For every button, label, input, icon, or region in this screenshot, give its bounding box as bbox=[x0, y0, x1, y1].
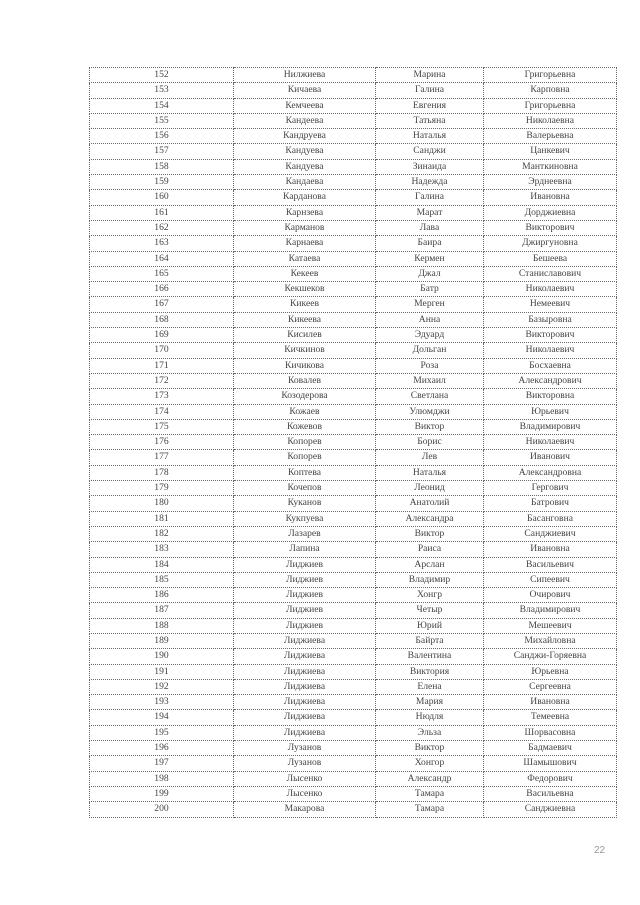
table-row bbox=[90, 572, 617, 587]
row-number-cell: 164 bbox=[90, 251, 234, 266]
row-number-cell: 184 bbox=[90, 557, 234, 572]
patronymic-cell: Шамышович bbox=[484, 756, 617, 771]
patronymic-cell: Валерьевна bbox=[484, 129, 617, 144]
surname-cell: Катаева bbox=[234, 251, 376, 266]
table-row bbox=[90, 526, 617, 541]
surname-cell: Кандруева bbox=[234, 129, 376, 144]
surname-cell: Кикеев bbox=[234, 297, 376, 312]
patronymic-cell: Николаевич bbox=[484, 343, 617, 358]
first-name-cell: Нюдля bbox=[376, 710, 484, 725]
table-row bbox=[90, 389, 617, 404]
first-name-cell: Четыр bbox=[376, 603, 484, 618]
row-number-cell: 161 bbox=[90, 205, 234, 220]
first-name-cell: Баира bbox=[376, 236, 484, 251]
first-name-cell: Виктор bbox=[376, 419, 484, 434]
patronymic-cell: Юрьевна bbox=[484, 664, 617, 679]
row-number-cell: 177 bbox=[90, 450, 234, 465]
row-number-cell: 189 bbox=[90, 633, 234, 648]
row-number-cell: 195 bbox=[90, 725, 234, 740]
first-name-cell: Санджи bbox=[376, 144, 484, 159]
table-row bbox=[90, 771, 617, 786]
first-name-cell: Наталья bbox=[376, 465, 484, 480]
surname-cell: Кекеев bbox=[234, 266, 376, 281]
row-number-cell: 199 bbox=[90, 786, 234, 801]
surname-cell: Кукпуева bbox=[234, 511, 376, 526]
surname-cell: Нилжиева bbox=[234, 68, 376, 83]
row-number-cell: 176 bbox=[90, 435, 234, 450]
surname-cell: Кочепов bbox=[234, 481, 376, 496]
first-name-cell: Раиса bbox=[376, 542, 484, 557]
surname-cell: Лысенко bbox=[234, 771, 376, 786]
first-name-cell: Эльза bbox=[376, 725, 484, 740]
patronymic-cell: Бадмаевич bbox=[484, 741, 617, 756]
surname-cell: Коптева bbox=[234, 465, 376, 480]
patronymic-cell: Босхаевна bbox=[484, 358, 617, 373]
surname-cell: Кекшеков bbox=[234, 282, 376, 297]
first-name-cell: Елена bbox=[376, 679, 484, 694]
table-row bbox=[90, 649, 617, 664]
surname-cell: Кандаева bbox=[234, 175, 376, 190]
first-name-cell: Галина bbox=[376, 83, 484, 98]
names-table-body bbox=[90, 68, 617, 818]
table-row bbox=[90, 481, 617, 496]
first-name-cell: Улюмджи bbox=[376, 404, 484, 419]
surname-cell: Макарова bbox=[234, 802, 376, 817]
row-number-cell: 162 bbox=[90, 220, 234, 235]
surname-cell: Кандуева bbox=[234, 144, 376, 159]
first-name-cell: Кермен bbox=[376, 251, 484, 266]
first-name-cell: Татьяна bbox=[376, 113, 484, 128]
first-name-cell: Виктор bbox=[376, 741, 484, 756]
first-name-cell: Эдуард bbox=[376, 328, 484, 343]
surname-cell: Лиджиев bbox=[234, 557, 376, 572]
patronymic-cell: Викторовна bbox=[484, 389, 617, 404]
table-row bbox=[90, 251, 617, 266]
first-name-cell: Леонид bbox=[376, 481, 484, 496]
patronymic-cell: Ивановна bbox=[484, 190, 617, 205]
first-name-cell: Юрий bbox=[376, 618, 484, 633]
row-number-cell: 153 bbox=[90, 83, 234, 98]
table-row bbox=[90, 159, 617, 174]
patronymic-cell: Николаевич bbox=[484, 435, 617, 450]
patronymic-cell: Темеевна bbox=[484, 710, 617, 725]
row-number-cell: 200 bbox=[90, 802, 234, 817]
surname-cell: Лузанов bbox=[234, 756, 376, 771]
patronymic-cell: Немеевич bbox=[484, 297, 617, 312]
surname-cell: Кандуева bbox=[234, 159, 376, 174]
surname-cell: Лиджиева bbox=[234, 664, 376, 679]
table-row bbox=[90, 83, 617, 98]
patronymic-cell: Васильевич bbox=[484, 557, 617, 572]
first-name-cell: Светлана bbox=[376, 389, 484, 404]
first-name-cell: Владимир bbox=[376, 572, 484, 587]
table-row bbox=[90, 618, 617, 633]
patronymic-cell: Джиргуновна bbox=[484, 236, 617, 251]
row-number-cell: 190 bbox=[90, 649, 234, 664]
surname-cell: Лиджиев bbox=[234, 603, 376, 618]
patronymic-cell: Владимирович bbox=[484, 603, 617, 618]
patronymic-cell: Григорьевна bbox=[484, 98, 617, 113]
patronymic-cell: Федорович bbox=[484, 771, 617, 786]
patronymic-cell: Сергеевна bbox=[484, 679, 617, 694]
patronymic-cell: Санджиевич bbox=[484, 526, 617, 541]
surname-cell: Карнаева bbox=[234, 236, 376, 251]
table-row bbox=[90, 220, 617, 235]
patronymic-cell: Басанговна bbox=[484, 511, 617, 526]
first-name-cell: Александра bbox=[376, 511, 484, 526]
table-row bbox=[90, 664, 617, 679]
table-row bbox=[90, 802, 617, 817]
first-name-cell: Джал bbox=[376, 266, 484, 281]
table-row bbox=[90, 435, 617, 450]
table-row bbox=[90, 343, 617, 358]
patronymic-cell: Александрович bbox=[484, 373, 617, 388]
first-name-cell: Надежда bbox=[376, 175, 484, 190]
table-row bbox=[90, 68, 617, 83]
first-name-cell: Тамара bbox=[376, 786, 484, 801]
table-row bbox=[90, 266, 617, 281]
table-row bbox=[90, 328, 617, 343]
first-name-cell: Марат bbox=[376, 205, 484, 220]
first-name-cell: Зинаида bbox=[376, 159, 484, 174]
table-row bbox=[90, 404, 617, 419]
table-row bbox=[90, 542, 617, 557]
row-number-cell: 163 bbox=[90, 236, 234, 251]
surname-cell: Кемчеева bbox=[234, 98, 376, 113]
surname-cell: Куканов bbox=[234, 496, 376, 511]
patronymic-cell: Ивановна bbox=[484, 695, 617, 710]
surname-cell: Лиджиева bbox=[234, 649, 376, 664]
patronymic-cell: Владимирович bbox=[484, 419, 617, 434]
row-number-cell: 169 bbox=[90, 328, 234, 343]
table-row bbox=[90, 710, 617, 725]
surname-cell: Лысенко bbox=[234, 786, 376, 801]
row-number-cell: 178 bbox=[90, 465, 234, 480]
row-number-cell: 158 bbox=[90, 159, 234, 174]
surname-cell: Кожаев bbox=[234, 404, 376, 419]
row-number-cell: 194 bbox=[90, 710, 234, 725]
patronymic-cell: Николаевна bbox=[484, 113, 617, 128]
surname-cell: Кичаева bbox=[234, 83, 376, 98]
surname-cell: Лиджиева bbox=[234, 695, 376, 710]
table-row bbox=[90, 297, 617, 312]
surname-cell: Карманов bbox=[234, 220, 376, 235]
first-name-cell: Евгения bbox=[376, 98, 484, 113]
row-number-cell: 193 bbox=[90, 695, 234, 710]
surname-cell: Лузанов bbox=[234, 741, 376, 756]
surname-cell: Лиджиев bbox=[234, 572, 376, 587]
patronymic-cell: Санджиевна bbox=[484, 802, 617, 817]
first-name-cell: Александр bbox=[376, 771, 484, 786]
table-row bbox=[90, 282, 617, 297]
row-number-cell: 183 bbox=[90, 542, 234, 557]
patronymic-cell: Александровна bbox=[484, 465, 617, 480]
patronymic-cell: Манткиновна bbox=[484, 159, 617, 174]
surname-cell: Козодерова bbox=[234, 389, 376, 404]
row-number-cell: 187 bbox=[90, 603, 234, 618]
patronymic-cell: Шорвасовна bbox=[484, 725, 617, 740]
table-row bbox=[90, 679, 617, 694]
row-number-cell: 165 bbox=[90, 266, 234, 281]
first-name-cell: Галина bbox=[376, 190, 484, 205]
patronymic-cell: Дорджиевна bbox=[484, 205, 617, 220]
first-name-cell: Борис bbox=[376, 435, 484, 450]
surname-cell: Кичикова bbox=[234, 358, 376, 373]
first-name-cell: Наталья bbox=[376, 129, 484, 144]
patronymic-cell: Станиславович bbox=[484, 266, 617, 281]
first-name-cell: Байрта bbox=[376, 633, 484, 648]
first-name-cell: Хонгр bbox=[376, 588, 484, 603]
first-name-cell: Лава bbox=[376, 220, 484, 235]
table-row bbox=[90, 633, 617, 648]
table-row bbox=[90, 496, 617, 511]
patronymic-cell: Бешеева bbox=[484, 251, 617, 266]
row-number-cell: 173 bbox=[90, 389, 234, 404]
patronymic-cell: Ивановна bbox=[484, 542, 617, 557]
table-row bbox=[90, 358, 617, 373]
table-row bbox=[90, 557, 617, 572]
patronymic-cell: Очирович bbox=[484, 588, 617, 603]
row-number-cell: 174 bbox=[90, 404, 234, 419]
table-row bbox=[90, 144, 617, 159]
row-number-cell: 167 bbox=[90, 297, 234, 312]
table-row bbox=[90, 175, 617, 190]
surname-cell: Ковалев bbox=[234, 373, 376, 388]
first-name-cell: Дольган bbox=[376, 343, 484, 358]
first-name-cell: Хонгор bbox=[376, 756, 484, 771]
first-name-cell: Тамара bbox=[376, 802, 484, 817]
table-row bbox=[90, 129, 617, 144]
table-row bbox=[90, 465, 617, 480]
surname-cell: Кисилев bbox=[234, 328, 376, 343]
table-row bbox=[90, 419, 617, 434]
surname-cell: Карнзева bbox=[234, 205, 376, 220]
surname-cell: Кичкинов bbox=[234, 343, 376, 358]
table-row bbox=[90, 312, 617, 327]
patronymic-cell: Мешеевич bbox=[484, 618, 617, 633]
row-number-cell: 180 bbox=[90, 496, 234, 511]
first-name-cell: Анна bbox=[376, 312, 484, 327]
table-row bbox=[90, 756, 617, 771]
row-number-cell: 192 bbox=[90, 679, 234, 694]
first-name-cell: Виктория bbox=[376, 664, 484, 679]
row-number-cell: 171 bbox=[90, 358, 234, 373]
row-number-cell: 159 bbox=[90, 175, 234, 190]
surname-cell: Лиджиева bbox=[234, 679, 376, 694]
patronymic-cell: Григорьевна bbox=[484, 68, 617, 83]
patronymic-cell: Эрднеевна bbox=[484, 175, 617, 190]
row-number-cell: 154 bbox=[90, 98, 234, 113]
names-table bbox=[89, 67, 617, 818]
surname-cell: Кикеева bbox=[234, 312, 376, 327]
first-name-cell: Батр bbox=[376, 282, 484, 297]
table-row bbox=[90, 511, 617, 526]
table-row bbox=[90, 725, 617, 740]
row-number-cell: 182 bbox=[90, 526, 234, 541]
patronymic-cell: Викторович bbox=[484, 220, 617, 235]
patronymic-cell: Батрович bbox=[484, 496, 617, 511]
first-name-cell: Анатолий bbox=[376, 496, 484, 511]
row-number-cell: 196 bbox=[90, 741, 234, 756]
surname-cell: Кандеева bbox=[234, 113, 376, 128]
patronymic-cell: Викторович bbox=[484, 328, 617, 343]
first-name-cell: Арслан bbox=[376, 557, 484, 572]
table-row bbox=[90, 786, 617, 801]
row-number-cell: 181 bbox=[90, 511, 234, 526]
surname-cell: Лиджиева bbox=[234, 633, 376, 648]
patronymic-cell: Васильевна bbox=[484, 786, 617, 801]
row-number-cell: 175 bbox=[90, 419, 234, 434]
row-number-cell: 157 bbox=[90, 144, 234, 159]
first-name-cell: Роза bbox=[376, 358, 484, 373]
row-number-cell: 185 bbox=[90, 572, 234, 587]
table-row bbox=[90, 588, 617, 603]
row-number-cell: 172 bbox=[90, 373, 234, 388]
row-number-cell: 186 bbox=[90, 588, 234, 603]
patronymic-cell: Юрьевич bbox=[484, 404, 617, 419]
patronymic-cell: Базыровна bbox=[484, 312, 617, 327]
first-name-cell: Мария bbox=[376, 695, 484, 710]
patronymic-cell: Сипеевич bbox=[484, 572, 617, 587]
patronymic-cell: Цанкевич bbox=[484, 144, 617, 159]
patronymic-cell: Карповна bbox=[484, 83, 617, 98]
surname-cell: Копорев bbox=[234, 435, 376, 450]
table-row bbox=[90, 205, 617, 220]
surname-cell: Кожевов bbox=[234, 419, 376, 434]
row-number-cell: 152 bbox=[90, 68, 234, 83]
row-number-cell: 168 bbox=[90, 312, 234, 327]
patronymic-cell: Гергович bbox=[484, 481, 617, 496]
table-row bbox=[90, 695, 617, 710]
surname-cell: Карданова bbox=[234, 190, 376, 205]
table-row bbox=[90, 450, 617, 465]
patronymic-cell: Михайловна bbox=[484, 633, 617, 648]
surname-cell: Копорев bbox=[234, 450, 376, 465]
row-number-cell: 179 bbox=[90, 481, 234, 496]
surname-cell: Лазарев bbox=[234, 526, 376, 541]
surname-cell: Лиджиев bbox=[234, 618, 376, 633]
patronymic-cell: Санджи-Горяевна bbox=[484, 649, 617, 664]
patronymic-cell: Иванович bbox=[484, 450, 617, 465]
row-number-cell: 188 bbox=[90, 618, 234, 633]
row-number-cell: 198 bbox=[90, 771, 234, 786]
table-row bbox=[90, 373, 617, 388]
row-number-cell: 155 bbox=[90, 113, 234, 128]
first-name-cell: Валентина bbox=[376, 649, 484, 664]
row-number-cell: 191 bbox=[90, 664, 234, 679]
row-number-cell: 170 bbox=[90, 343, 234, 358]
first-name-cell: Михаил bbox=[376, 373, 484, 388]
row-number-cell: 160 bbox=[90, 190, 234, 205]
row-number-cell: 166 bbox=[90, 282, 234, 297]
first-name-cell: Лев bbox=[376, 450, 484, 465]
row-number-cell: 156 bbox=[90, 129, 234, 144]
surname-cell: Лиджиев bbox=[234, 588, 376, 603]
surname-cell: Лиджиева bbox=[234, 725, 376, 740]
table-row bbox=[90, 190, 617, 205]
first-name-cell: Марина bbox=[376, 68, 484, 83]
table-row bbox=[90, 113, 617, 128]
first-name-cell: Мерген bbox=[376, 297, 484, 312]
page-number: 22 bbox=[594, 845, 606, 856]
patronymic-cell: Николаевич bbox=[484, 282, 617, 297]
table-row bbox=[90, 98, 617, 113]
row-number-cell: 197 bbox=[90, 756, 234, 771]
surname-cell: Лиджиева bbox=[234, 710, 376, 725]
first-name-cell: Виктор bbox=[376, 526, 484, 541]
surname-cell: Лапина bbox=[234, 542, 376, 557]
table-row bbox=[90, 741, 617, 756]
table-row bbox=[90, 603, 617, 618]
table-row bbox=[90, 236, 617, 251]
